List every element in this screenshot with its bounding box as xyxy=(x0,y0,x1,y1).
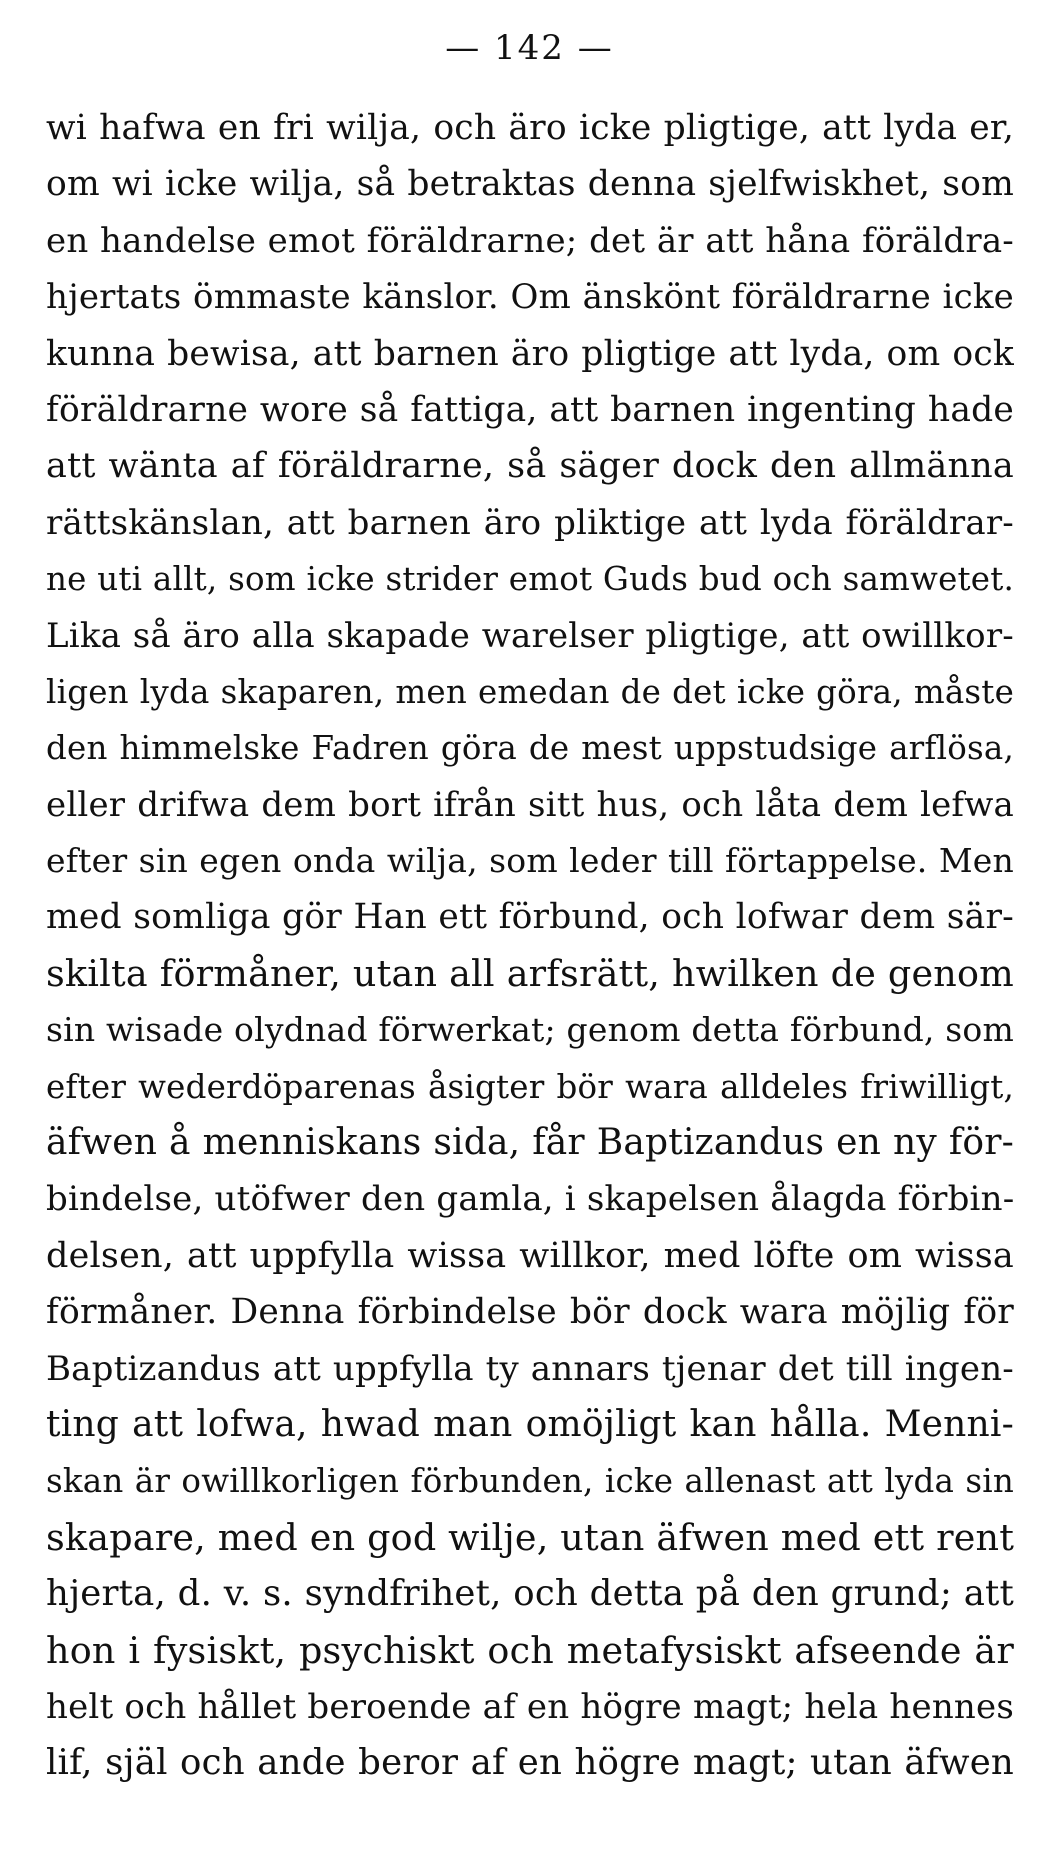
body-text xyxy=(46,100,1014,1792)
text-line: efter sin egen onda wilja, som leder till förtappelse. Men xyxy=(46,841,1014,881)
text-line: helt och hållet beroende af en högre magt; hela hennes xyxy=(46,1686,1014,1727)
text-line: rättskänslan, att barnen äro pliktige att lyda föräldrar- xyxy=(46,502,1014,543)
text-line: med somliga gör Han ett förbund, och lofwar dem sär- xyxy=(46,897,1014,938)
text-line: en handelse emot föräldrarne; det är att håna föräldra- xyxy=(46,220,1014,261)
text-line: wi hafwa en fri wilja, och äro icke pligtige, att lyda er, xyxy=(46,108,1014,148)
text-line: efter wederdöparenas åsigter bör wara alldeles friwilligt, xyxy=(46,1067,1014,1106)
text-line: föräldrarne wore så fattiga, att barnen ingenting hade xyxy=(46,389,1014,430)
text-line: om wi icke wilja, så betraktas denna sjelfwiskhet, som xyxy=(46,164,1014,205)
text-line: förmåner. Denna förbindelse bör dock wara möjlig för xyxy=(46,1292,1014,1333)
text-line: skan är owillkorligen förbunden, icke allenast att lyda sin xyxy=(46,1462,1014,1501)
text-line: att wänta af föräldrarne, så säger dock den allmänna xyxy=(46,446,1014,487)
text-line: skapare, med en god wilje, utan äfwen med ett rent xyxy=(46,1515,1014,1559)
page-number: — 142 — xyxy=(445,28,614,68)
text-line: sin wisade olydnad förwerkat; genom detta förbund, som xyxy=(46,1010,1014,1050)
text-line: eller drifwa dem bort ifrån sitt hus, och låta dem lefwa xyxy=(46,784,1014,825)
text-line: Lika så äro alla skapade warelser pligtige, att owillkor- xyxy=(46,615,1014,656)
text-line: Baptizandus att uppfylla ty annars tjenar det till ingen- xyxy=(46,1348,1014,1389)
text-line: äfwen å menniskans sida, får Baptizandus en ny för- xyxy=(46,1122,1014,1164)
text-line: delsen, att uppfylla wissa willkor, med löfte om wissa xyxy=(46,1235,1014,1276)
text-line: hjerta, d. v. s. syndfrihet, och detta på den grund; att xyxy=(46,1573,1014,1615)
text-line: ting att lofwa, hwad man omöjligt kan hålla. Menni- xyxy=(46,1403,1014,1445)
text-line: bindelse, utöfwer den gamla, i skapelsen ålagda förbin- xyxy=(46,1179,1014,1220)
text-line: den himmelske Fadren göra de mest uppstudsige arflösa, xyxy=(46,729,1014,768)
text-line: lif, själ och ande beror af en högre magt; utan äfwen xyxy=(46,1742,1014,1784)
text-line: hjertats ömmaste känslor. Om änskönt föräldrarne icke xyxy=(46,277,1014,318)
text-line: ne uti allt, som icke strider emot Guds bud och samwetet. xyxy=(46,560,1014,599)
text-line: skilta förmåner, utan all arfsrätt, hwilken de genom xyxy=(46,951,1014,995)
text-line: ligen lyda skaparen, men emedan de det icke göra, måste xyxy=(46,672,1014,711)
text-line: hon i fysiskt, psychiskt och metafysiskt afseende är xyxy=(46,1628,1014,1672)
text-line: kunna bewisa, att barnen äro pligtige att lyda, om ock xyxy=(46,333,1014,374)
